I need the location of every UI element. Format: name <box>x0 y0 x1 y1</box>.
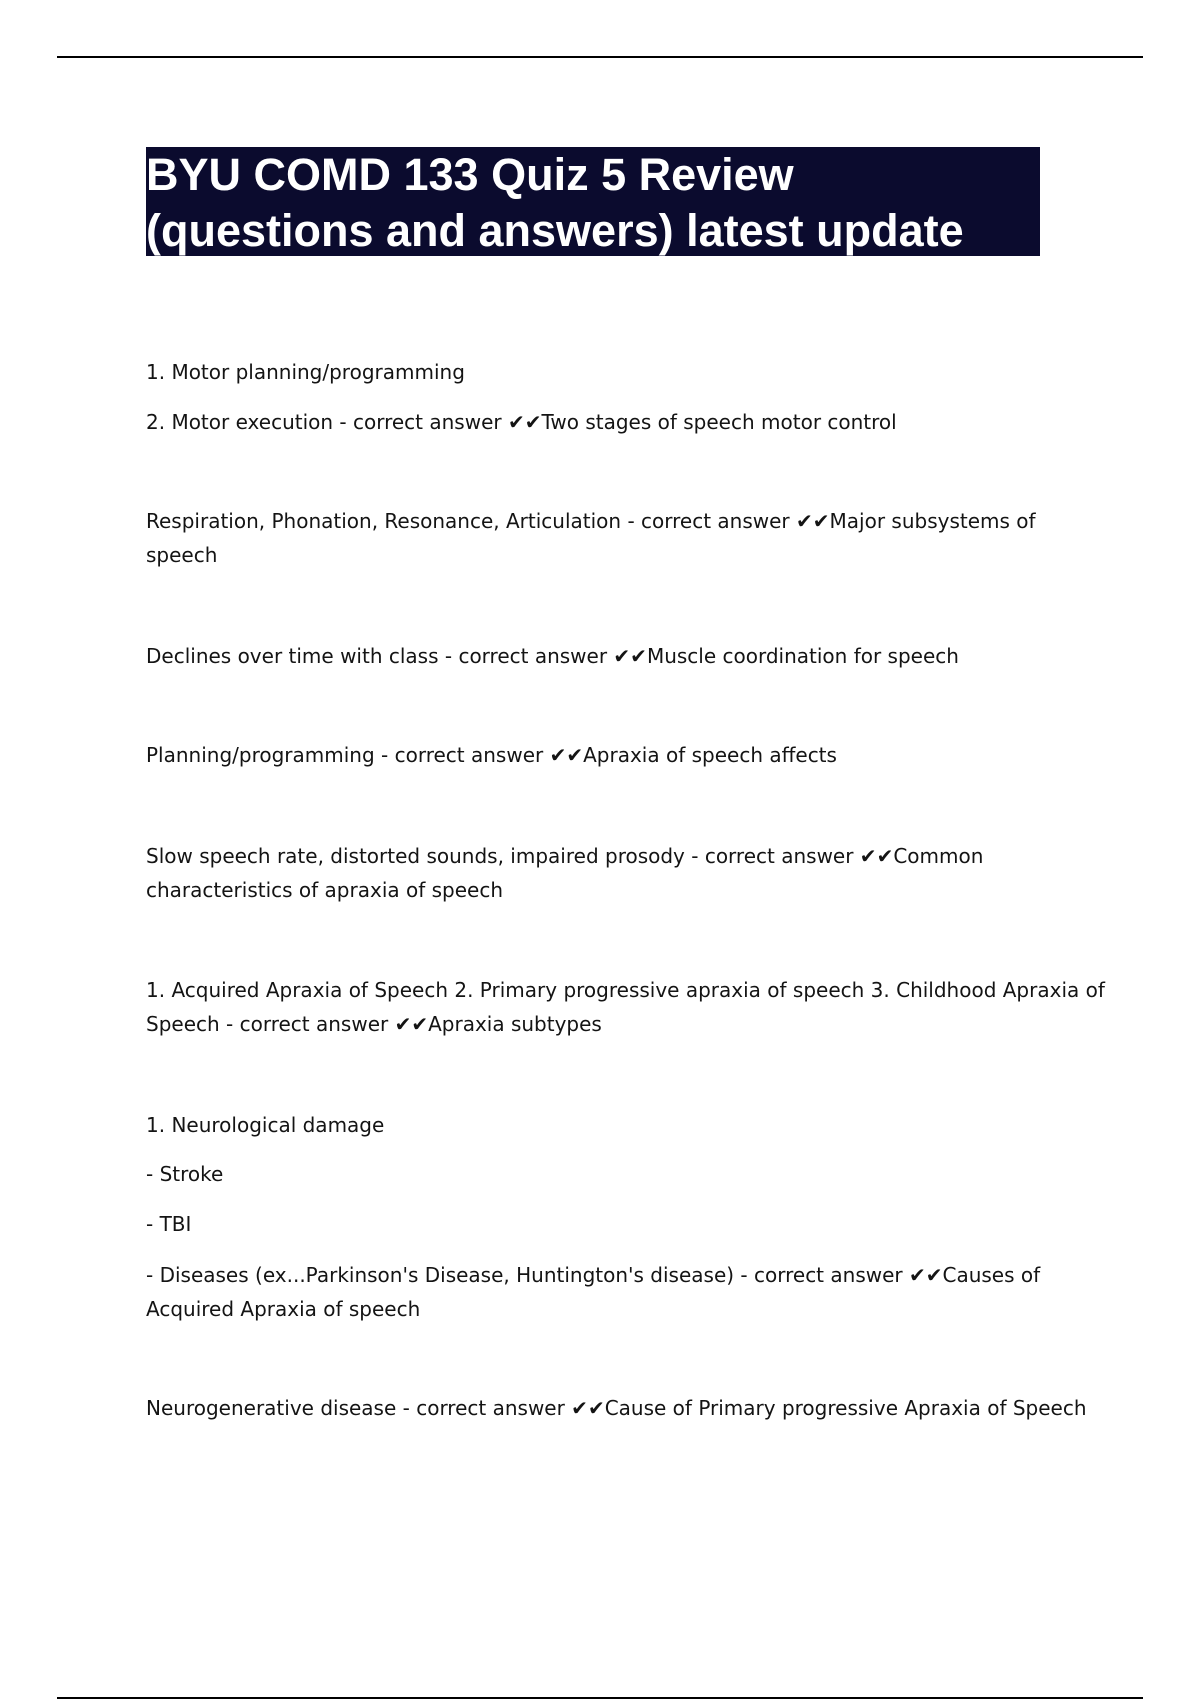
qa-line: 2. Motor execution - correct answer ✔✔Two stages of speech motor control <box>146 410 897 434</box>
qa-line: Respiration, Phonation, Resonance, Articulation - correct answer ✔✔Major subsystems of <box>146 509 1036 533</box>
title-line-2: (questions and answers) latest update <box>146 205 964 256</box>
qa-line: Slow speech rate, distorted sounds, impaired prosody - correct answer ✔✔Common <box>146 844 984 868</box>
qa-line: - TBI <box>146 1212 192 1236</box>
title-line-1: BYU COMD 133 Quiz 5 Review <box>146 149 794 200</box>
qa-line: - Stroke <box>146 1162 224 1186</box>
qa-line: 1. Acquired Apraxia of Speech 2. Primary progressive apraxia of speech 3. Childhood Apraxia of <box>146 978 1105 1002</box>
qa-line: - Diseases (ex...Parkinson's Disease, Huntington's disease) - correct answer ✔✔Causes of <box>146 1263 1041 1287</box>
qa-line: Planning/programming - correct answer ✔✔Apraxia of speech affects <box>146 743 837 767</box>
qa-line: speech <box>146 543 218 567</box>
qa-line: Declines over time with class - correct answer ✔✔Muscle coordination for speech <box>146 644 959 668</box>
bottom-rule <box>57 1697 1143 1699</box>
qa-line: characteristics of apraxia of speech <box>146 878 504 902</box>
qa-line: Speech - correct answer ✔✔Apraxia subtypes <box>146 1012 602 1036</box>
qa-line: Acquired Apraxia of speech <box>146 1297 421 1321</box>
document-title <box>146 147 1040 256</box>
top-rule <box>57 56 1143 58</box>
qa-line: 1. Motor planning/programming <box>146 360 465 384</box>
qa-line: Neurogenerative disease - correct answer ✔✔Cause of Primary progressive Apraxia of Speech <box>146 1396 1087 1420</box>
qa-line: 1. Neurological damage <box>146 1113 385 1137</box>
